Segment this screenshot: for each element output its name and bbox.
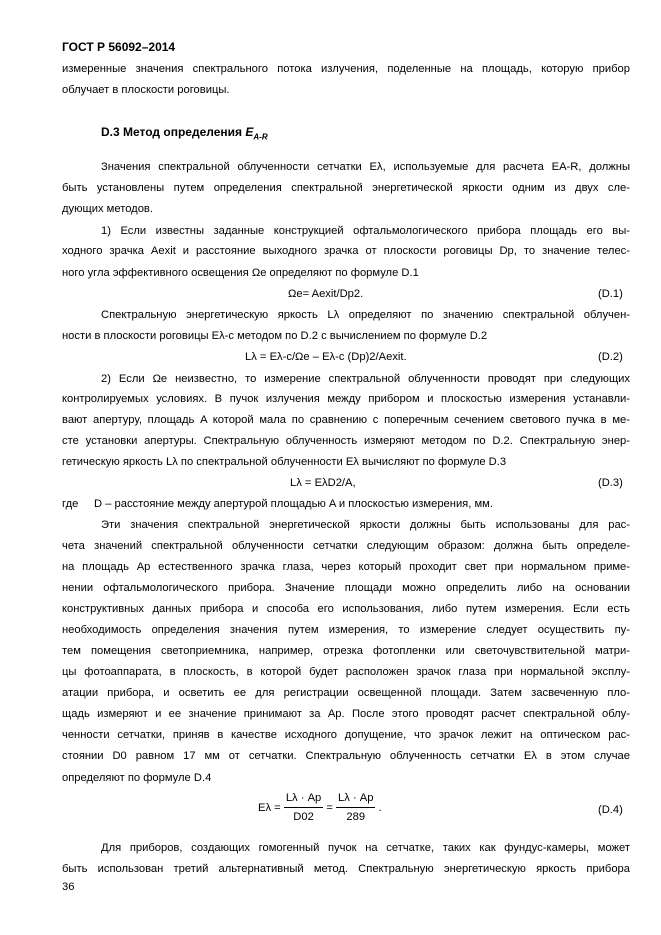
item2-line-1: 2) Если Ωe неизвестно, то измерение спектральной облученности проводят при следующих bbox=[101, 373, 630, 385]
equation-d3: Lλ = EλD2/A, bbox=[290, 477, 356, 489]
para3-line-6: необходимость определения значения путем измерения, то измерение следует осуществить пу- bbox=[62, 624, 630, 636]
equation-d4 bbox=[258, 790, 382, 825]
fraction-1 bbox=[284, 790, 323, 825]
equation-d4-end: . bbox=[378, 801, 382, 814]
item2-line-5: гетическую яркость Lλ по спектральной облученности Eλ вычисляют по формуле D.3 bbox=[62, 456, 507, 468]
section-heading bbox=[101, 125, 268, 144]
para1-line-3: дующих методов. bbox=[62, 203, 153, 215]
equation-d1-label: (D.1) bbox=[598, 288, 623, 300]
equation-d4-equals: = bbox=[326, 801, 333, 814]
fraction-2 bbox=[336, 790, 375, 825]
fraction-1-denominator: D02 bbox=[293, 811, 314, 823]
intro-line-2: облучает в плоскости роговицы. bbox=[62, 84, 230, 96]
item1-line-2: ходного зрачка Aexit и расстояние выходного зрачка от плоскости роговицы Dp, то значение телес- bbox=[62, 245, 630, 257]
para3-line-12: стоянии D0 равном 17 мм от сетчатки. Спектральную облученность сетчатки Eλ в этом случае bbox=[62, 750, 630, 762]
para3-line-3: на площадь Ap естественного зрачка глаза, через который проходит свет при нормальном приме- bbox=[62, 561, 630, 573]
equation-d1: Ωe= Aexit/Dp2. bbox=[288, 288, 364, 300]
item2-line-3: вают апертуру, площадь A которой мала по сравнению с поперечным сечением светового пучка в ме- bbox=[62, 414, 630, 426]
para4-line-1: Для приборов, создающих гомогенный пучок на сетчатке, таких как фундус-камеры, может bbox=[101, 842, 630, 854]
para2-line-2: ности в плоскости роговицы Eλ-c методом по D.2 с вычислением по формуле D.2 bbox=[62, 330, 488, 342]
para3-line-13: определяют по формуле D.4 bbox=[62, 772, 212, 784]
para3-line-5: конструктивных данных прибора и способа его использования, либо путем измерения. Если есть bbox=[62, 603, 630, 615]
page-number: 36 bbox=[62, 881, 75, 893]
item2-line-2: контролируемых условиях. В пучок излучения между прибором и плоскостью измерения устанавли- bbox=[62, 393, 630, 405]
item1-line-3: ного угла эффективного освещения Ωe определяют по формуле D.1 bbox=[62, 267, 419, 279]
section-symbol-sub: A-R bbox=[253, 132, 268, 142]
equation-d4-lhs: Eλ = bbox=[258, 801, 281, 814]
para3-line-2: чета значений спектральной облученности сетчатки следующим образом: должна быть определе- bbox=[62, 540, 630, 552]
item1-line-1: 1) Если известны заданные конструкцией офтальмологического прибора площадь его вы- bbox=[101, 225, 630, 237]
para3-line-10: щадь измеряют и ее значение принимают за Ap. После этого проводят расчет спектральной облу- bbox=[62, 708, 630, 720]
where-lead: где bbox=[62, 498, 79, 510]
equation-d2-label: (D.2) bbox=[598, 351, 623, 363]
para2-line-1: Спектральную энергетическую яркость Lλ определяют по значению спектральной облучен- bbox=[101, 309, 630, 321]
equation-d3-label: (D.3) bbox=[598, 477, 623, 489]
para3-line-7: тем помещения светоприемника, например, отрезка фотопленки или светочувствительной матри- bbox=[62, 645, 630, 657]
para1-line-1: Значения спектральной облученности сетчатки Eλ, используемые для расчета EA-R, должны bbox=[101, 161, 630, 173]
section-number: D.3 bbox=[101, 125, 120, 139]
fraction-2-denominator: 289 bbox=[346, 811, 366, 823]
para3-line-1: Эти значения спектральной энергетической яркости должны быть использованы для рас- bbox=[101, 519, 630, 531]
para1-line-2: быть установлены путем определения спектральной энергетической яркости одним из двух сле- bbox=[62, 182, 630, 194]
para3-line-9: атации прибора, и осветить ее для регистрации освещенной площади. Затем засвеченную пло- bbox=[62, 687, 630, 699]
section-title: Метод определения bbox=[123, 125, 243, 139]
fraction-1-numerator: Lλ · Ap bbox=[284, 790, 323, 808]
para3-line-4: нении офтальмологического прибора. Значение площади можно определить либо на основании bbox=[62, 582, 630, 594]
equation-d4-label: (D.4) bbox=[598, 804, 623, 816]
para3-line-8: цы фотоаппарата, в плоскость, в которой будет расположен зрачок глаза при нормальной эксплу- bbox=[62, 666, 630, 678]
para3-line-11: ченности сетчатки, приняв в качестве исходного допущение, что зрачок лежит на оптическом рас- bbox=[62, 729, 630, 741]
section-symbol: E bbox=[245, 125, 254, 139]
equation-d2: Lλ = Eλ-c/Ωe – Eλ-c (Dp)2/Aexit. bbox=[245, 351, 407, 363]
para4-line-2: быть использован третий альтернативный метод. Спектральную энергетическую яркость прибора bbox=[62, 863, 630, 875]
intro-line-1: измеренные значения спектрального потока излучения, поделенные на площадь, которую прибор bbox=[62, 63, 630, 75]
where-definition: D – расстояние между апертурой площадью A и плоскостью измерения, мм. bbox=[94, 498, 493, 510]
document-code: ГОСТ Р 56092–2014 bbox=[62, 40, 176, 54]
fraction-2-numerator: Lλ · Ap bbox=[336, 790, 375, 808]
item2-line-4: сте установки апертуры. Спектральную облученность измеряют методом по D.2. Спектральную энер- bbox=[62, 435, 630, 447]
